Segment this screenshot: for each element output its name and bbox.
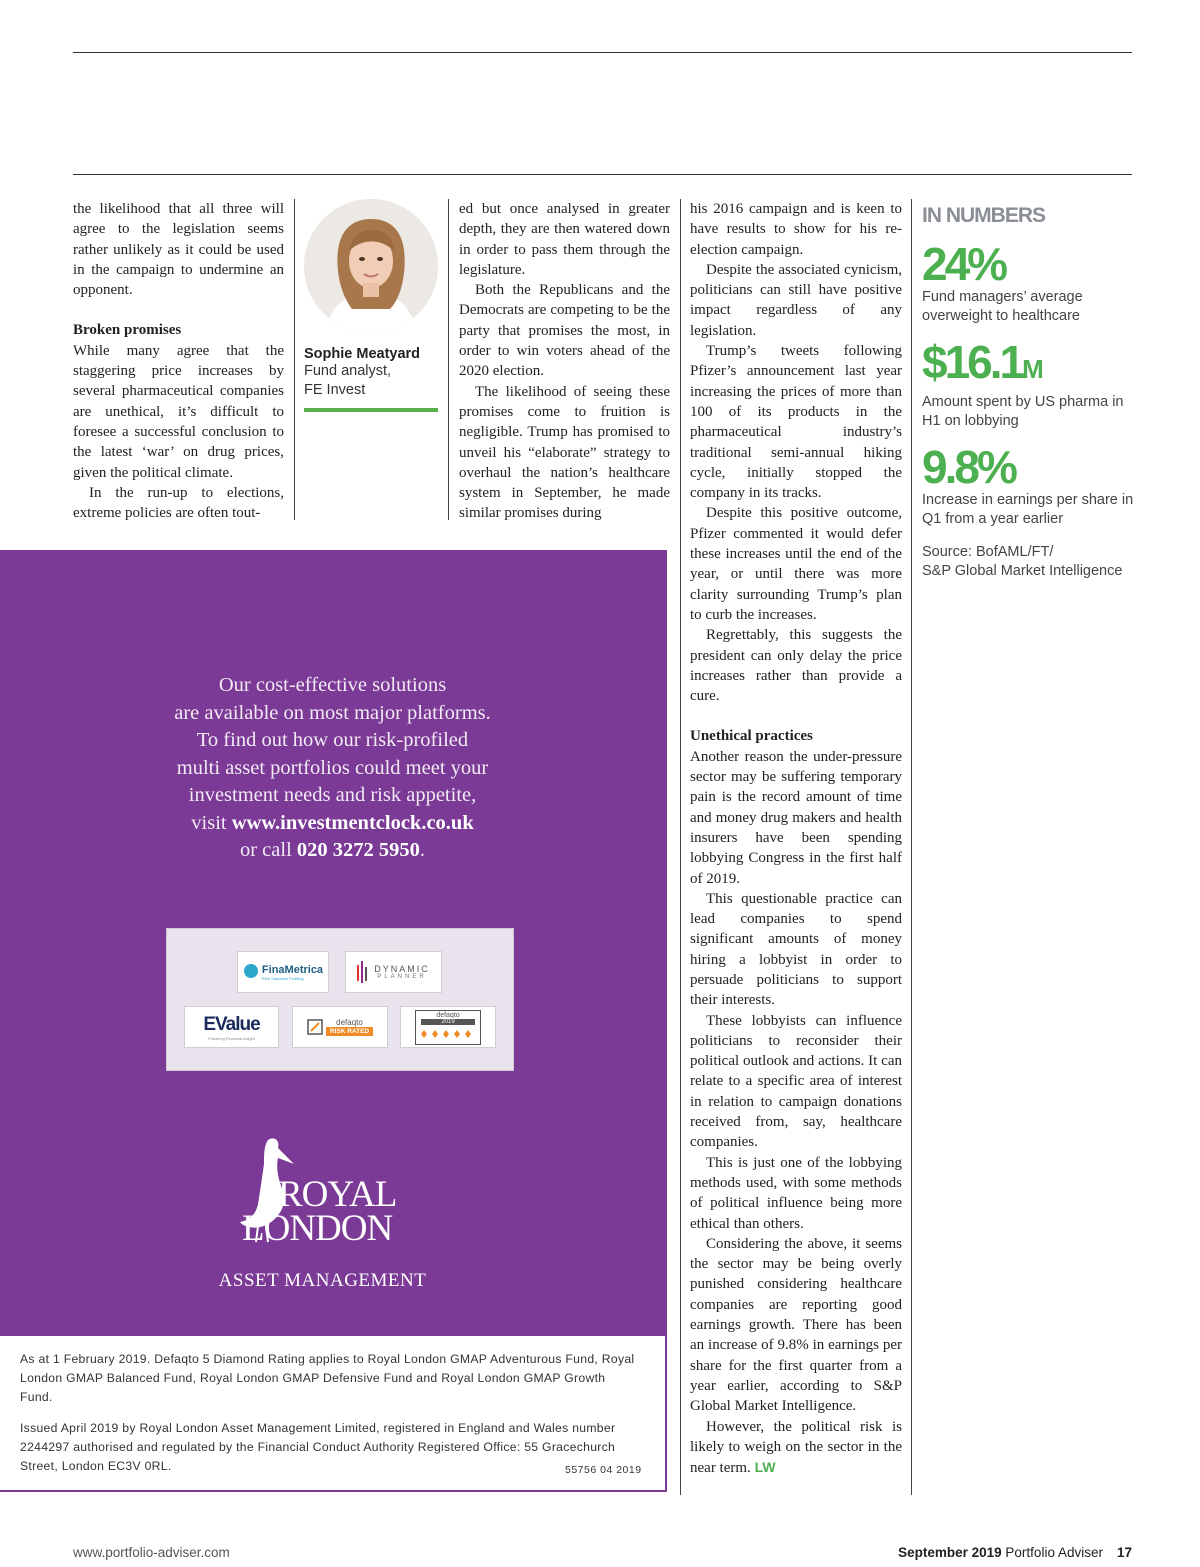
- risk-rated-badge: RISK RATED: [326, 1027, 373, 1036]
- advert-line: Our cost-effective solutions: [218, 674, 447, 696]
- paragraph: Another reason the under-pressure sector may be suffering temporary pain is the record amount of time and money drug makers and health insurers have been spending lobbying Congress in the first half of 2019.: [690, 748, 902, 887]
- advert-disclaimer: Issued April 2019 by Royal London Asset Management Limited, registered in England and Wales number 2244297 authorised and regulated by the Financial Conduct Authority Registered Office: 55 Gracechurch Street, London EC3V 0RL.: [20, 1421, 616, 1473]
- paragraph: Considering the above, it seems the sector may be being overly punished considering healthcare companies are reporting good earnings growth. There has been an increase of 9.8% in earnings per share for the first quarter from a year earlier, according to S&P Global Market Intelligence.: [690, 1235, 902, 1415]
- author-company: FE Invest: [304, 382, 366, 398]
- stat-description: Amount spent by US pharma in H1 on lobbying: [922, 394, 1124, 429]
- top-rule: [73, 52, 1132, 53]
- column-divider: [680, 199, 681, 1495]
- defaqto-year: 2019: [421, 1019, 475, 1025]
- advert-line: To find out how our risk-profiled: [196, 729, 469, 751]
- footer-folio: [898, 1545, 1132, 1560]
- advert-background: [0, 552, 665, 1336]
- paragraph: Both the Republicans and the Democrats are competing to be the party that promises the most, in order to win voters ahead of the 2020 election.: [459, 282, 670, 380]
- stat-value: [922, 338, 1137, 393]
- planner-text: PLANNER: [377, 974, 427, 980]
- royal-london-advert[interactable]: [0, 550, 667, 1492]
- brand-line: LONDON: [242, 1208, 393, 1249]
- paragraph: Despite the associated cynicism, politicians can still have positive impact regardless of any legislation.: [690, 261, 902, 339]
- article-column-3: [459, 199, 670, 524]
- defaqto-diamond-logo: [400, 1006, 496, 1048]
- paragraph: The likelihood of seeing these promises come to fruition is negligible. Trump has promised to unveil his “elaborate” strategy to overhaul the nation’s healthcare system in September, he made similar promises during: [459, 383, 670, 522]
- evalue-text: EValue: [203, 1013, 260, 1035]
- advert-phone[interactable]: 020 3272 5950: [296, 839, 420, 861]
- paragraph: In the run-up to elections, extreme policies are often tout-: [73, 484, 284, 522]
- defaqto-text: defaqto: [436, 1011, 460, 1019]
- footer-date: September 2019: [898, 1545, 1002, 1560]
- paragraph: This questionable practice can lead companies to spend significant amounts of money hiring a lobbyist in order to persuade politicians to support their interests.: [690, 890, 902, 1009]
- diamond-rating-icon: [421, 1030, 475, 1038]
- evalue-logo: [184, 1006, 279, 1048]
- stat-value: 9.8%: [922, 441, 1015, 493]
- visit-text: visit: [191, 811, 227, 834]
- advert-line: [0, 810, 665, 838]
- paragraph: These lobbyists can influence politicians to reconsider their political outlook and actions. It can relate to a specific area of interest in relation to campaign donations received from, say, healthcare companies.: [690, 1012, 902, 1151]
- in-numbers-panel: [922, 199, 1137, 581]
- page-number: 17: [1116, 1545, 1132, 1560]
- period: .: [419, 839, 426, 861]
- paragraph-text: However, the political risk is likely to weigh on the sector in the near term.: [690, 1418, 902, 1477]
- article-column-4: [690, 199, 902, 1478]
- evalue-subtext: Powering Financial Insight: [208, 1035, 255, 1041]
- in-numbers-title: IN NUMBERS: [922, 204, 1046, 227]
- subheading-unethical-practices: Unethical practices: [690, 728, 813, 745]
- portrait-image: [304, 199, 438, 333]
- source-line: Source: BofAML/FT/: [922, 544, 1054, 560]
- source-note: [922, 543, 1137, 581]
- asset-management-label: ASSET MANAGEMENT: [218, 1270, 427, 1291]
- finametrica-logo: [237, 951, 329, 993]
- column-divider: [911, 199, 912, 1495]
- dynamic-text: DYNAMIC: [374, 964, 430, 974]
- ratings-logos-panel: [166, 928, 514, 1071]
- advert-line: investment needs and risk appetite,: [188, 784, 477, 806]
- author-profile: [304, 199, 438, 412]
- dynamic-planner-logo: [345, 951, 442, 993]
- author-role: Fund analyst,: [304, 363, 392, 379]
- profile-accent-bar: [304, 408, 438, 412]
- defaqto-text: defaqto: [336, 1018, 363, 1027]
- advert-line: multi asset portfolios could meet your: [176, 756, 489, 779]
- author-name: Sophie Meatyard: [304, 346, 421, 362]
- risk-gauge-icon: [307, 1019, 323, 1035]
- article-column-1: [73, 199, 284, 523]
- paragraph: Despite this positive outcome, Pfizer commented it would defer these increases until the end of the year, or until there was more clarity surrounding Trump’s plan to curb the increases.: [690, 505, 902, 623]
- call-text: or call: [239, 839, 292, 861]
- author-photo: [304, 199, 438, 333]
- paragraph: Trump’s tweets following Pfizer’s announcement last year increasing the prices of more than 100 of its products in the pharmaceutical industry’s traditional semi-annual hiking cycle, initially stopped the company in its tracks.: [690, 343, 902, 502]
- source-line: S&P Global Market Intelligence: [922, 563, 1123, 579]
- paragraph: This is just one of the lobbying methods used, with some methods of political influence being more ethical than others.: [690, 1154, 902, 1232]
- author-signoff: LW: [754, 1459, 776, 1476]
- finametrica-head-icon: [243, 963, 259, 981]
- paragraph-final: [690, 1417, 902, 1479]
- advert-disclaimer: As at 1 February 2019. Defaqto 5 Diamond Rating applies to Royal London GMAP Adventurous Fund, Royal London GMAP Balanced Fund, Royal London GMAP Defensive Fund and Royal London GMAP Growth Fund.: [20, 1352, 635, 1404]
- footer-website-link[interactable]: www.portfolio-adviser.com: [73, 1545, 230, 1560]
- stat-value: 24%: [922, 238, 1006, 290]
- advert-reference-code: 55756 04 2019: [565, 1464, 642, 1476]
- stat-number: $16.1: [922, 336, 1023, 388]
- header-rule: [73, 174, 1132, 175]
- paragraph: While many agree that the staggering price increases by several pharmaceutical companies are unethical, it’s difficult to foresee a successful conclusion to the latest ‘war’ on drug prices, given the political climate.: [73, 342, 284, 481]
- advert-line: are available on most major platforms.: [174, 701, 491, 724]
- paragraph: ed but once analysed in greater depth, they are then watered down in order to pass them through the legislature.: [459, 201, 670, 278]
- subheading-broken-promises: Broken promises: [73, 322, 182, 339]
- paragraph: his 2016 campaign and is keen to have results to show for his re-election campaign.: [690, 201, 902, 258]
- column-divider: [448, 199, 449, 520]
- finametrica-text: FinaMetrica: [261, 963, 324, 976]
- stat-description: Fund managers’ average overweight to healthcare: [922, 289, 1083, 324]
- finametrica-subtext: Risk Tolerance Profiling: [261, 975, 304, 981]
- footer-publication: Portfolio Adviser: [1005, 1545, 1103, 1560]
- stat-description: Increase in earnings per share in Q1 from a year earlier: [922, 492, 1134, 527]
- dynamic-planner-bars-icon: [357, 961, 369, 983]
- advert-url-link[interactable]: www.investmentclock.co.uk: [231, 811, 474, 834]
- brand-line: ROYAL: [278, 1174, 397, 1215]
- defaqto-risk-rated-logo: [292, 1006, 388, 1048]
- advert-copy: [0, 672, 665, 865]
- advert-line: [0, 837, 665, 865]
- paragraph: the likelihood that all three will agree to the legislation seems rather unlikely as it could be used in the campaign to undermine an opponent.: [73, 201, 284, 299]
- column-divider: [294, 199, 295, 520]
- paragraph: Regrettably, this suggests the president can only delay the price increases rather than provide a cure.: [690, 627, 902, 705]
- royal-london-wordmark: [242, 1174, 412, 1249]
- stat-unit: M: [1022, 354, 1044, 384]
